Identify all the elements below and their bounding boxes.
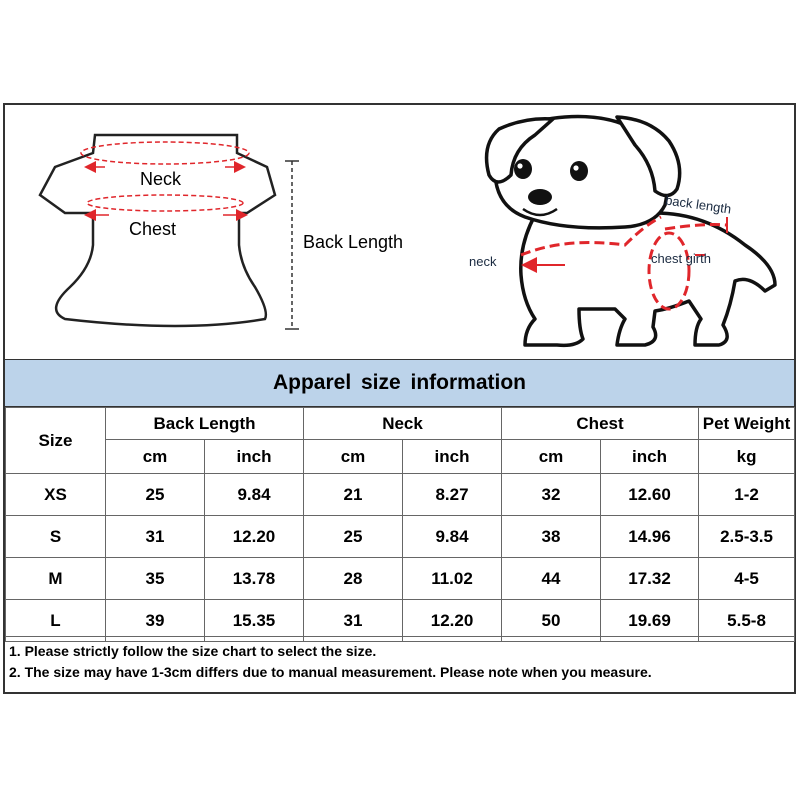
table-cell: 2.5-3.5 [699,516,795,558]
table-cell: 4-5 [699,558,795,600]
size-cell: M [6,558,106,600]
table-cell: 17.32 [601,558,699,600]
table-cell: 15.35 [205,600,304,642]
table-cell: 12.20 [403,600,502,642]
table-cell: 12.20 [205,516,304,558]
table-cell: 9.84 [403,516,502,558]
table-cell: 28 [304,558,403,600]
table-row [6,474,795,516]
table-cell: 14.96 [601,516,699,558]
unit-header: cm [106,440,205,474]
neck-header: Neck [304,408,502,440]
back-length-ruler-icon [285,161,299,329]
table-cell: 31 [106,516,205,558]
dog-chest-girth-label: chest girth [651,251,711,266]
table-cell: 25 [106,474,205,516]
unit-header: cm [304,440,403,474]
table-cell: 38 [502,516,601,558]
pet-weight-header: Pet Weight [699,408,795,440]
table-cell: 8.27 [403,474,502,516]
shirt-neck-label: Neck [140,169,182,189]
table-cell: 5.5-8 [699,600,795,642]
shirt-back-length-label: Back Length [303,232,404,252]
dog-back-length-label: back length [664,192,733,217]
table-header-row [6,408,795,440]
table-cell: 21 [304,474,403,516]
table-unit-row [6,440,795,474]
table-cell: 13.78 [205,558,304,600]
table-title: Apparel size information [5,359,794,407]
dog-illustration-icon [487,117,775,346]
table-cell: 25 [304,516,403,558]
table-cell: 35 [106,558,205,600]
table-cell: 9.84 [205,474,304,516]
table-row [6,558,795,600]
unit-header: kg [699,440,795,474]
table-cell: 31 [304,600,403,642]
table-cell: 39 [106,600,205,642]
size-header: Size [6,408,106,474]
notes-section [5,636,794,692]
table-cell: 32 [502,474,601,516]
unit-header: inch [205,440,304,474]
table-cell: 19.69 [601,600,699,642]
note-line: 2. The size may have 1-3cm differs due to manual measurement. Please note when you measure. [9,664,652,680]
back-length-header: Back Length [106,408,304,440]
table-cell: 12.60 [601,474,699,516]
size-cell: XS [6,474,106,516]
unit-header: inch [601,440,699,474]
chest-header: Chest [502,408,699,440]
unit-header: cm [502,440,601,474]
unit-header: inch [403,440,502,474]
shirt-chest-label: Chest [129,219,177,239]
size-cell: S [6,516,106,558]
measurement-illustration [5,105,794,359]
note-line: 1. Please strictly follow the size chart to select the size. [9,643,377,659]
table-cell: 44 [502,558,601,600]
size-cell: L [6,600,106,642]
size-chart-frame [3,103,796,694]
table-cell: 11.02 [403,558,502,600]
dog-neck-label: neck [469,254,497,269]
table-cell: 1-2 [699,474,795,516]
size-table [5,407,795,642]
table-row [6,516,795,558]
table-cell: 50 [502,600,601,642]
